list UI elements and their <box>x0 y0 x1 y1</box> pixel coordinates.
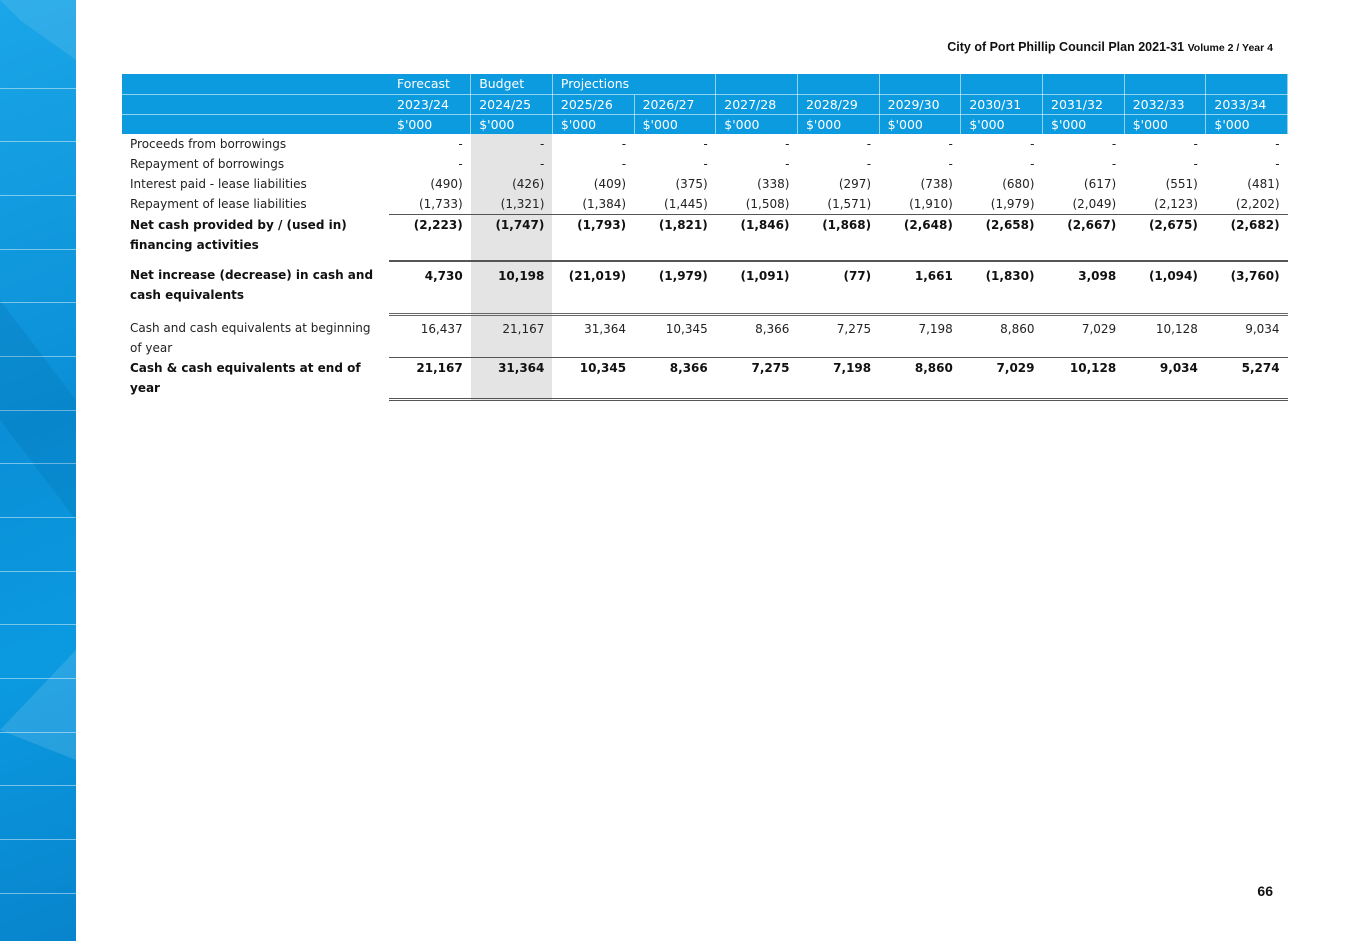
cell-value: (680) <box>1002 177 1035 191</box>
cell-value: 10,128 <box>1043 358 1125 400</box>
cash-flow-financing-table <box>122 74 1288 401</box>
header-group-cell <box>961 74 1043 94</box>
cell-value: 21,167 <box>471 315 553 358</box>
cell-value: - <box>785 137 790 151</box>
cell-value: (1,979) <box>990 197 1035 211</box>
table-row <box>122 134 1288 154</box>
cell-value: (1,091) <box>716 261 798 315</box>
cell-value: (1,508) <box>745 197 790 211</box>
header-year: 2032/33 <box>1124 94 1206 114</box>
cell-value: - <box>703 137 708 151</box>
cell-value: - <box>621 157 627 171</box>
cell-value: 31,364 <box>471 358 553 400</box>
header-unit: $'000 <box>552 114 634 134</box>
cell-value: (409) <box>593 177 627 191</box>
cell-value: (2,049) <box>1072 197 1117 211</box>
header-group-cell <box>879 74 961 94</box>
cell-value: (1,094) <box>1124 261 1206 315</box>
cell-value: (1,793) <box>552 215 634 261</box>
table-row <box>122 194 1288 215</box>
cell-value: - <box>1030 157 1035 171</box>
cell-value: 9,034 <box>1124 358 1206 400</box>
cell-value: (2,123) <box>1154 197 1198 211</box>
row-label: Proceeds from borrowings <box>130 137 287 151</box>
header-unit: $'000 <box>879 114 961 134</box>
cell-value: 5,274 <box>1206 358 1288 400</box>
header-group-budget: Budget <box>471 74 553 94</box>
row-label: Repayment of lease liabilities <box>130 197 307 211</box>
cell-value: (426) <box>471 174 553 194</box>
cell-value: (1,321) <box>471 194 553 215</box>
header-unit: $'000 <box>634 114 716 134</box>
table-row <box>122 261 1288 315</box>
cell-value: (738) <box>920 177 953 191</box>
cell-value: (338) <box>757 177 790 191</box>
row-label: Net cash provided by / (used in) financing activities <box>130 217 347 252</box>
cell-value: 16,437 <box>389 315 471 358</box>
cell-value: (2,648) <box>879 215 961 261</box>
cell-value: 7,029 <box>961 358 1043 400</box>
cell-value: (2,667) <box>1043 215 1125 261</box>
document-header <box>947 40 1273 54</box>
cell-value: 7,198 <box>879 315 961 358</box>
cell-value: (481) <box>1247 177 1280 191</box>
header-unit: $'000 <box>1043 114 1125 134</box>
cell-value: - <box>866 137 872 151</box>
cell-value: 8,860 <box>879 358 961 400</box>
cell-value: (297) <box>838 177 872 191</box>
header-year: 2030/31 <box>961 94 1043 114</box>
cell-value: (1,747) <box>471 215 553 261</box>
cell-value: (1,445) <box>664 197 708 211</box>
header-unit: $'000 <box>716 114 798 134</box>
cell-value: - <box>1193 137 1198 151</box>
cell-value: (1,979) <box>634 261 716 315</box>
cell-value: (3,760) <box>1206 261 1288 315</box>
cell-value: - <box>1111 137 1117 151</box>
cell-value: (2,223) <box>389 215 471 261</box>
header-group-cell <box>1043 74 1125 94</box>
header-unit: $'000 <box>797 114 879 134</box>
cell-value: - <box>1275 157 1280 171</box>
header-year: 2033/34 <box>1206 94 1288 114</box>
cell-value: 8,366 <box>634 358 716 400</box>
document-subtitle: Volume 2 / Year 4 <box>1187 42 1273 54</box>
header-year: 2028/29 <box>797 94 879 114</box>
page-number: 66 <box>1257 883 1273 899</box>
header-group-cell <box>797 74 879 94</box>
cell-value: (1,821) <box>634 215 716 261</box>
cell-value: 7,275 <box>797 315 879 358</box>
header-group-cell <box>634 74 716 94</box>
header-group-projections: Projections <box>552 74 634 94</box>
cell-value: - <box>703 157 708 171</box>
cell-value: 4,730 <box>389 261 471 315</box>
cell-value: 10,345 <box>552 358 634 400</box>
header-unit: $'000 <box>389 114 471 134</box>
cell-value: 8,860 <box>961 315 1043 358</box>
sidebar-facets <box>0 0 76 941</box>
row-label: Cash and cash equivalents at beginning of year <box>130 320 371 355</box>
decorative-sidebar <box>0 0 76 941</box>
cell-value: (617) <box>1083 177 1117 191</box>
row-label: Net increase (decrease) in cash and cash equivalents <box>130 267 374 302</box>
cell-value: - <box>471 134 553 154</box>
header-unit-row <box>122 114 1288 134</box>
header-group-cell <box>1206 74 1288 94</box>
header-unit: $'000 <box>1206 114 1288 134</box>
header-group-row <box>122 74 1288 94</box>
cell-value: (1,733) <box>418 197 463 211</box>
header-year: 2027/28 <box>716 94 798 114</box>
cell-value: (1,868) <box>797 215 879 261</box>
cell-value: (2,658) <box>961 215 1043 261</box>
cell-value: (1,571) <box>827 197 872 211</box>
header-year: 2024/25 <box>471 94 553 114</box>
cell-value: 7,198 <box>797 358 879 400</box>
cell-value: (1,384) <box>582 197 627 211</box>
cell-value: (2,202) <box>1235 197 1280 211</box>
cell-value: (490) <box>430 177 463 191</box>
row-label: Cash & cash equivalents at end of year <box>130 360 361 395</box>
cell-value: 8,366 <box>716 315 798 358</box>
header-blank-cell <box>122 74 389 94</box>
cell-value: 10,345 <box>634 315 716 358</box>
cell-value: - <box>621 137 627 151</box>
header-year: 2029/30 <box>879 94 961 114</box>
row-label: Repayment of borrowings <box>130 157 285 171</box>
cell-value: (77) <box>797 261 879 315</box>
table-row <box>122 358 1288 400</box>
header-year: 2025/26 <box>552 94 634 114</box>
table-row <box>122 154 1288 174</box>
document-title: City of Port Phillip Council Plan 2021-31 <box>947 40 1185 54</box>
cell-value: (21,019) <box>552 261 634 315</box>
table-row <box>122 215 1288 261</box>
table-row <box>122 315 1288 358</box>
cell-value: 1,661 <box>879 261 961 315</box>
cell-value: (1,910) <box>909 197 953 211</box>
cell-value: - <box>948 157 953 171</box>
cell-value: 10,198 <box>471 261 553 315</box>
cell-value: 9,034 <box>1206 315 1288 358</box>
header-group-cell <box>716 74 798 94</box>
header-unit: $'000 <box>961 114 1043 134</box>
cell-value: - <box>458 137 463 151</box>
cell-value: (551) <box>1165 177 1198 191</box>
header-year-row <box>122 94 1288 114</box>
header-year: 2031/32 <box>1043 94 1125 114</box>
cell-value: 10,128 <box>1124 315 1206 358</box>
cell-value: - <box>471 154 553 174</box>
cell-value: 31,364 <box>552 315 634 358</box>
cell-value: - <box>948 137 953 151</box>
cell-value: (1,830) <box>961 261 1043 315</box>
header-blank-cell <box>122 94 389 114</box>
cell-value: - <box>785 157 790 171</box>
cell-value: (1,846) <box>716 215 798 261</box>
header-unit: $'000 <box>1124 114 1206 134</box>
cell-value: - <box>1111 157 1117 171</box>
header-group-forecast: Forecast <box>389 74 471 94</box>
cell-value: - <box>1030 137 1035 151</box>
header-unit: $'000 <box>471 114 553 134</box>
cell-value: - <box>1193 157 1198 171</box>
header-year: 2023/24 <box>389 94 471 114</box>
header-group-cell <box>1124 74 1206 94</box>
cell-value: - <box>866 157 872 171</box>
cell-value: - <box>458 157 463 171</box>
cell-value: 7,029 <box>1043 315 1125 358</box>
cell-value: 21,167 <box>389 358 471 400</box>
cell-value: 7,275 <box>716 358 798 400</box>
row-label: Interest paid - lease liabilities <box>130 177 307 191</box>
cell-value: (2,675) <box>1124 215 1206 261</box>
cell-value: 3,098 <box>1043 261 1125 315</box>
cell-value: - <box>1275 137 1280 151</box>
table-row <box>122 174 1288 194</box>
cell-value: (2,682) <box>1206 215 1288 261</box>
header-year: 2026/27 <box>634 94 716 114</box>
cell-value: (375) <box>675 177 708 191</box>
header-blank-cell <box>122 114 389 134</box>
